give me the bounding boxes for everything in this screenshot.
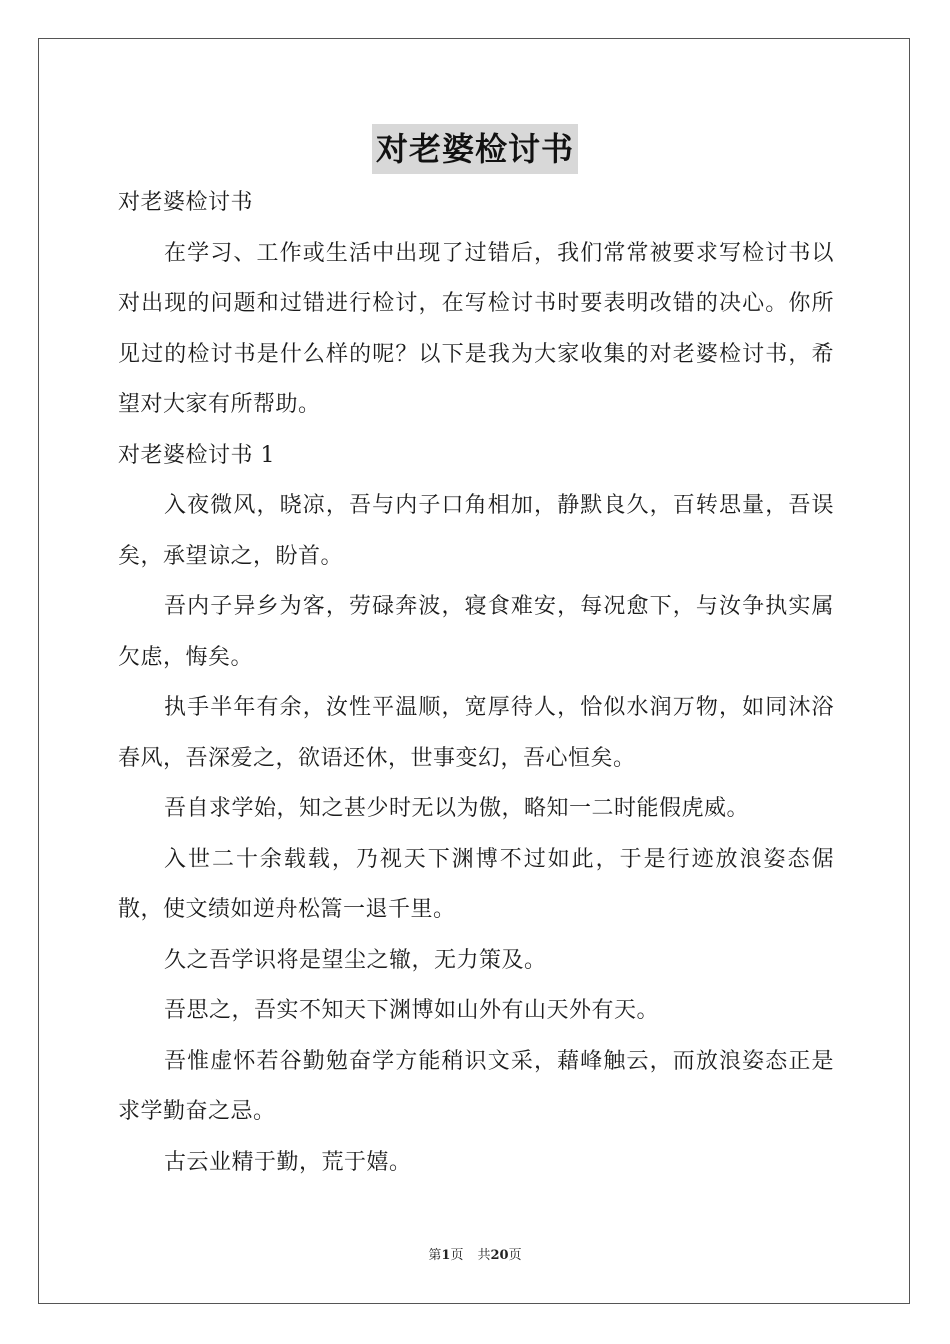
document-title: 对老婆检讨书 — [372, 124, 578, 174]
page-prefix: 第 — [428, 1248, 442, 1263]
paragraph: 执手半年有余，汝性平温顺，宽厚待人，恰似水润万物，如同沐浴春风，吾深爱之，欲语还休，世事变幻，吾心恒矣。 — [118, 695, 834, 771]
total-suffix: 页 — [508, 1248, 522, 1263]
document-body — [118, 178, 834, 1188]
paragraph-intro: 在学习、工作或生活中出现了过错后，我们常常被要求写检讨书以对出现的问题和过错进行检讨，在写检讨书时要表明改错的决心。你所见过的检讨书是什么样的呢？以下是我为大家收集的对老婆检讨书，希望对大家有所帮助。 — [118, 240, 834, 417]
total-pages: 20 — [490, 1248, 509, 1263]
paragraph: 吾自求学始，知之甚少时无以为傲，略知一二时能假虎威。 — [164, 796, 750, 821]
paragraph: 入夜微风，晓凉，吾与内子口角相加，静默良久，百转思量，吾误矣，承望谅之，盼首。 — [118, 493, 834, 569]
paragraph: 吾内子异乡为客，劳碌奔波，寝食难安，每况愈下，与汝争执实属欠虑，悔矣。 — [118, 594, 834, 670]
paragraph: 久之吾学识将是望尘之辙，无力策及。 — [164, 947, 547, 973]
page-suffix: 页 — [450, 1248, 464, 1263]
title-wrap — [0, 124, 950, 174]
section-heading-1: 对老婆检讨书 1 — [118, 442, 275, 468]
total-prefix: 共 — [477, 1248, 491, 1263]
paragraph: 吾惟虚怀若谷勤勉奋学方能稍识文采，藉峰触云，而放浪姿态正是求学勤奋之忌。 — [118, 1048, 834, 1124]
paragraph-subtitle: 对老婆检讨书 — [118, 190, 254, 215]
paragraph: 入世二十余载载，乃视天下渊博不过如此，于是行迹放浪姿态倨散，使文绩如逆舟松篙一退千里。 — [118, 846, 834, 922]
paragraph: 吾思之，吾实不知天下渊博如山外有山天外有天。 — [164, 998, 660, 1023]
paragraph: 古云业精于勤，荒于嬉。 — [164, 1149, 412, 1175]
page-number: 1 — [441, 1248, 451, 1263]
page-footer — [0, 1244, 950, 1263]
